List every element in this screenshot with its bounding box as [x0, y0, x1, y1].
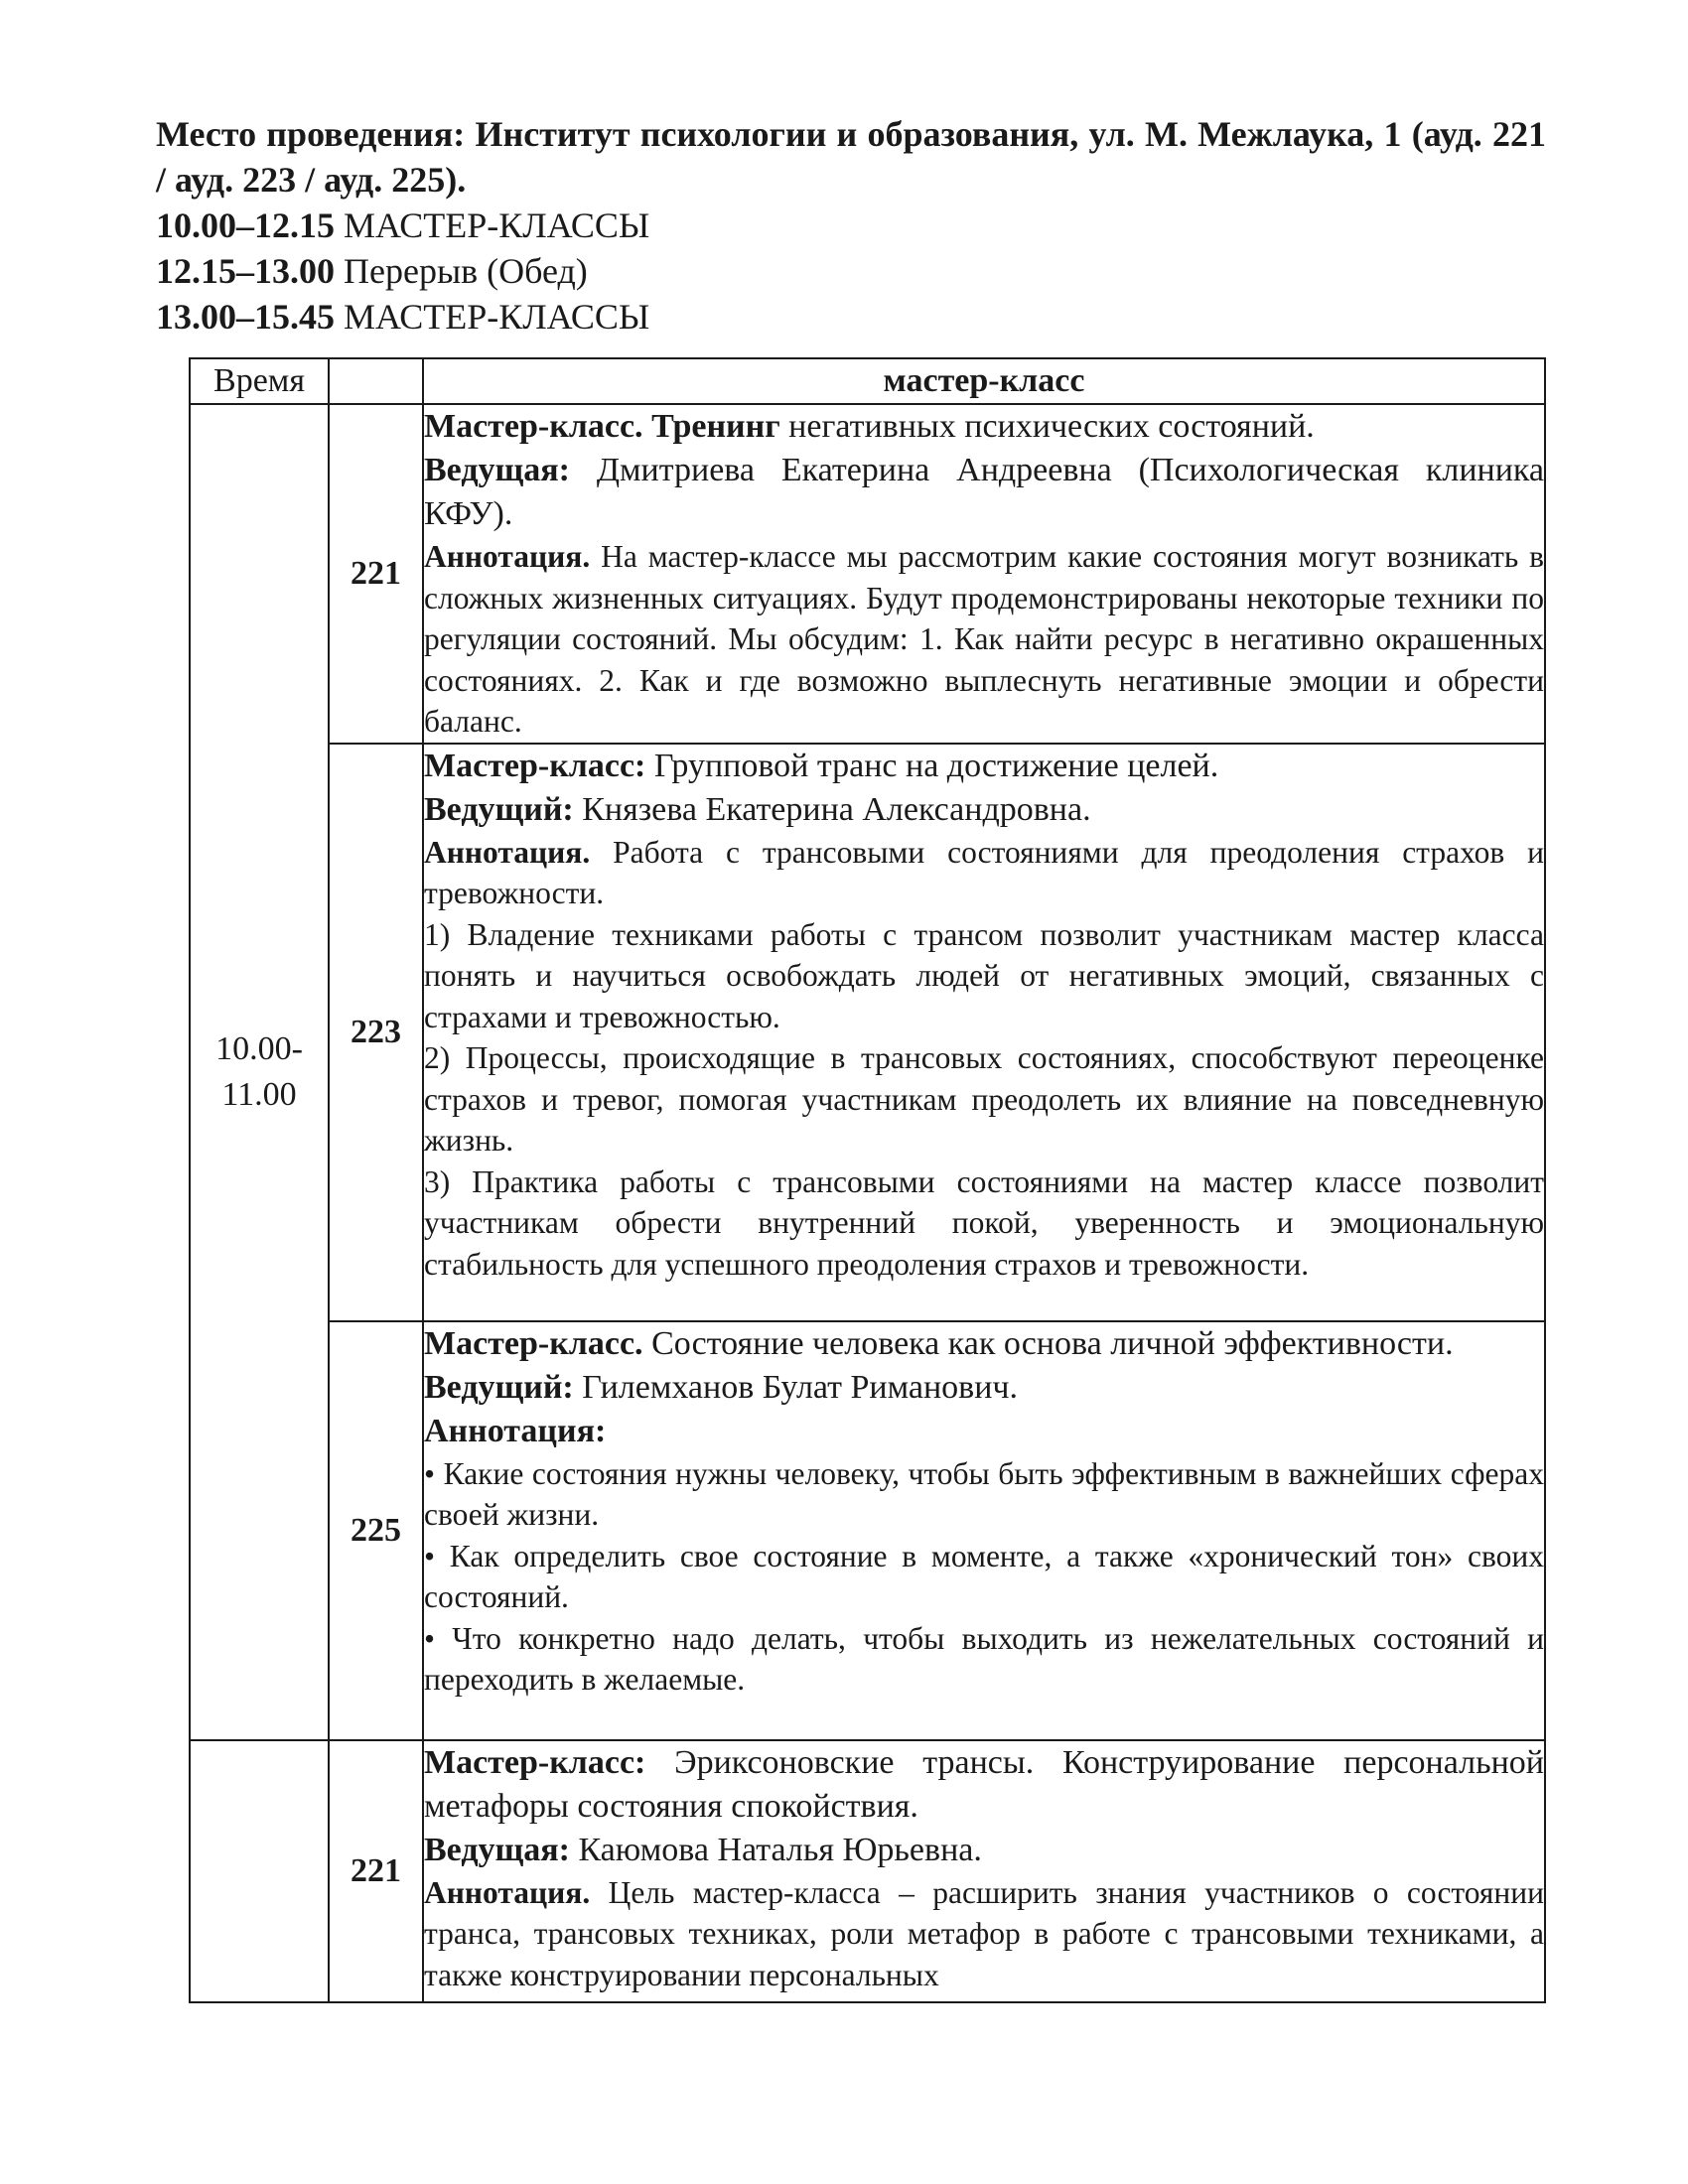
program-table — [189, 357, 1546, 2003]
annotation-point: 1) Владение техниками работы с трансом позволит участникам мастер класса понять и научиться освобождать людей от негативных эмоций, связанных с страхами и тревожностью. — [424, 916, 1544, 1034]
annotation — [424, 536, 1544, 743]
schedule-time: 10.00–12.15 — [156, 205, 335, 245]
masterclass-title — [424, 405, 1544, 449]
host-line — [424, 788, 1544, 832]
masterclass-title-text: Групповой транс на достижение целей. — [653, 747, 1219, 784]
column-header-title: мастер-класс — [423, 358, 1545, 404]
masterclass-description — [423, 744, 1545, 1321]
masterclass-label-extra: Тренинг — [651, 408, 780, 445]
masterclass-description — [423, 1321, 1545, 1740]
schedule-label: Перерыв (Обед) — [344, 251, 588, 291]
masterclass-title-text: Эриксоновские трансы. Конструирование персональной метафоры состояния спокойствия. — [424, 1743, 1544, 1825]
schedule-time: 12.15–13.00 — [156, 251, 335, 291]
table-row — [190, 1321, 1545, 1740]
room-number: 225 — [329, 1321, 423, 1740]
schedule-line — [156, 248, 1546, 294]
table-header-row — [190, 358, 1545, 404]
schedule-line — [156, 294, 1546, 340]
host-line — [424, 449, 1544, 536]
masterclass-title — [424, 1322, 1544, 1366]
room-number: 221 — [329, 1740, 423, 2002]
masterclass-label: Мастер-класс. — [424, 408, 643, 445]
schedule-line — [156, 203, 1546, 248]
schedule-label: МАСТЕР-КЛАССЫ — [344, 205, 650, 245]
masterclass-title — [424, 745, 1544, 788]
annotation-label: Аннотация: — [424, 1412, 607, 1449]
room-number: 223 — [329, 744, 423, 1321]
annotation-text: На мастер-классе мы рассмотрим какие состояния могут возникать в сложных жизненных ситуациях. Будут продемонстрированы некоторые техники по регуляции состояний. Мы обсудим: 1. Как найти ресурс в негативно окрашенных состояниях. 2. Как и где возможно выплеснуть негативные эмоции и обрести баланс. — [424, 539, 1544, 739]
session-time — [190, 1740, 329, 2002]
venue-line — [156, 111, 1546, 203]
annotation-label: Аннотация. — [424, 539, 591, 574]
host-name: Дмитриева Екатерина Андреевна (Психологическая клиника КФУ). — [424, 452, 1544, 532]
column-header-time: Время — [190, 358, 329, 404]
host-line — [424, 1366, 1544, 1410]
column-header-room — [329, 358, 423, 404]
host-name: Каюмова Наталья Юрьевна. — [578, 1831, 982, 1868]
annotation-text: Цель мастер-класса – расширить знания участников о состоянии транса, трансовых техниках, роли метафор в работе с трансовыми техниками, а также конструировании персональных — [424, 1874, 1544, 1992]
masterclass-title-text: негативных психических состояний. — [788, 408, 1315, 445]
annotation-point: • Что конкретно надо делать, чтобы выходить из нежелательных состояний и переходить в желаемые. — [424, 1620, 1544, 1697]
masterclass-title-text: Состояние человека как основа личной эффективности. — [651, 1324, 1454, 1362]
host-name: Гилемханов Булат Риманович. — [582, 1368, 1018, 1406]
venue-text: Институт психологии и образования, ул. М. Межлаука, 1 (ауд. 221 / ауд. 223 / ауд. 225). — [156, 114, 1547, 200]
schedule-label: МАСТЕР-КЛАССЫ — [344, 297, 650, 337]
page-header — [156, 111, 1546, 340]
annotation — [424, 832, 1544, 914]
annotation — [424, 1872, 1544, 1996]
session-time-text: 10.00- 11.00 — [215, 1029, 303, 1113]
annotation-label: Аннотация. — [424, 834, 591, 870]
annotation-point: • Какие состояния нужны человеку, чтобы быть эффективным в важнейших сферах своей жизни. — [424, 1455, 1544, 1532]
table-row — [190, 744, 1545, 1321]
table-row — [190, 1740, 1545, 2002]
annotation-point: • Как определить свое состояние в моменте, а также «хронический тон» своих состояний. — [424, 1538, 1544, 1614]
masterclass-title — [424, 1741, 1544, 1829]
host-label: Ведущий: — [424, 790, 574, 828]
annotation-point: 3) Практика работы с трансовыми состояниями на мастер классе позволит участникам обрести внутренний покой, уверенность и эмоциональную стабильность для успешного преодоления страхов и тревожности. — [424, 1163, 1544, 1282]
masterclass-label: Мастер-класс. — [424, 1324, 643, 1362]
venue-label: Место проведения: — [156, 114, 466, 154]
masterclass-description — [423, 1740, 1545, 2002]
masterclass-label: Мастер-класс: — [424, 1743, 646, 1781]
host-label: Ведущая: — [424, 1831, 570, 1868]
annotation-text: Работа с трансовыми состояниями для преодоления страхов и тревожности. — [424, 834, 1544, 910]
masterclass-description — [423, 404, 1545, 744]
host-name: Князева Екатерина Александровна. — [582, 790, 1091, 828]
host-label: Ведущий: — [424, 1368, 574, 1406]
host-label: Ведущая: — [424, 452, 570, 488]
table-row — [190, 404, 1545, 744]
masterclass-label: Мастер-класс: — [424, 747, 646, 784]
session-time — [190, 404, 329, 1740]
annotation-point: 2) Процессы, происходящие в трансовых состояниях, способствуют переоценке страхов и тревог, помогая участникам преодолеть их влияние на повседневную жизнь. — [424, 1040, 1544, 1158]
schedule-time: 13.00–15.45 — [156, 297, 335, 337]
host-line — [424, 1829, 1544, 1872]
room-number: 221 — [329, 404, 423, 744]
annotation-label: Аннотация. — [424, 1874, 591, 1910]
